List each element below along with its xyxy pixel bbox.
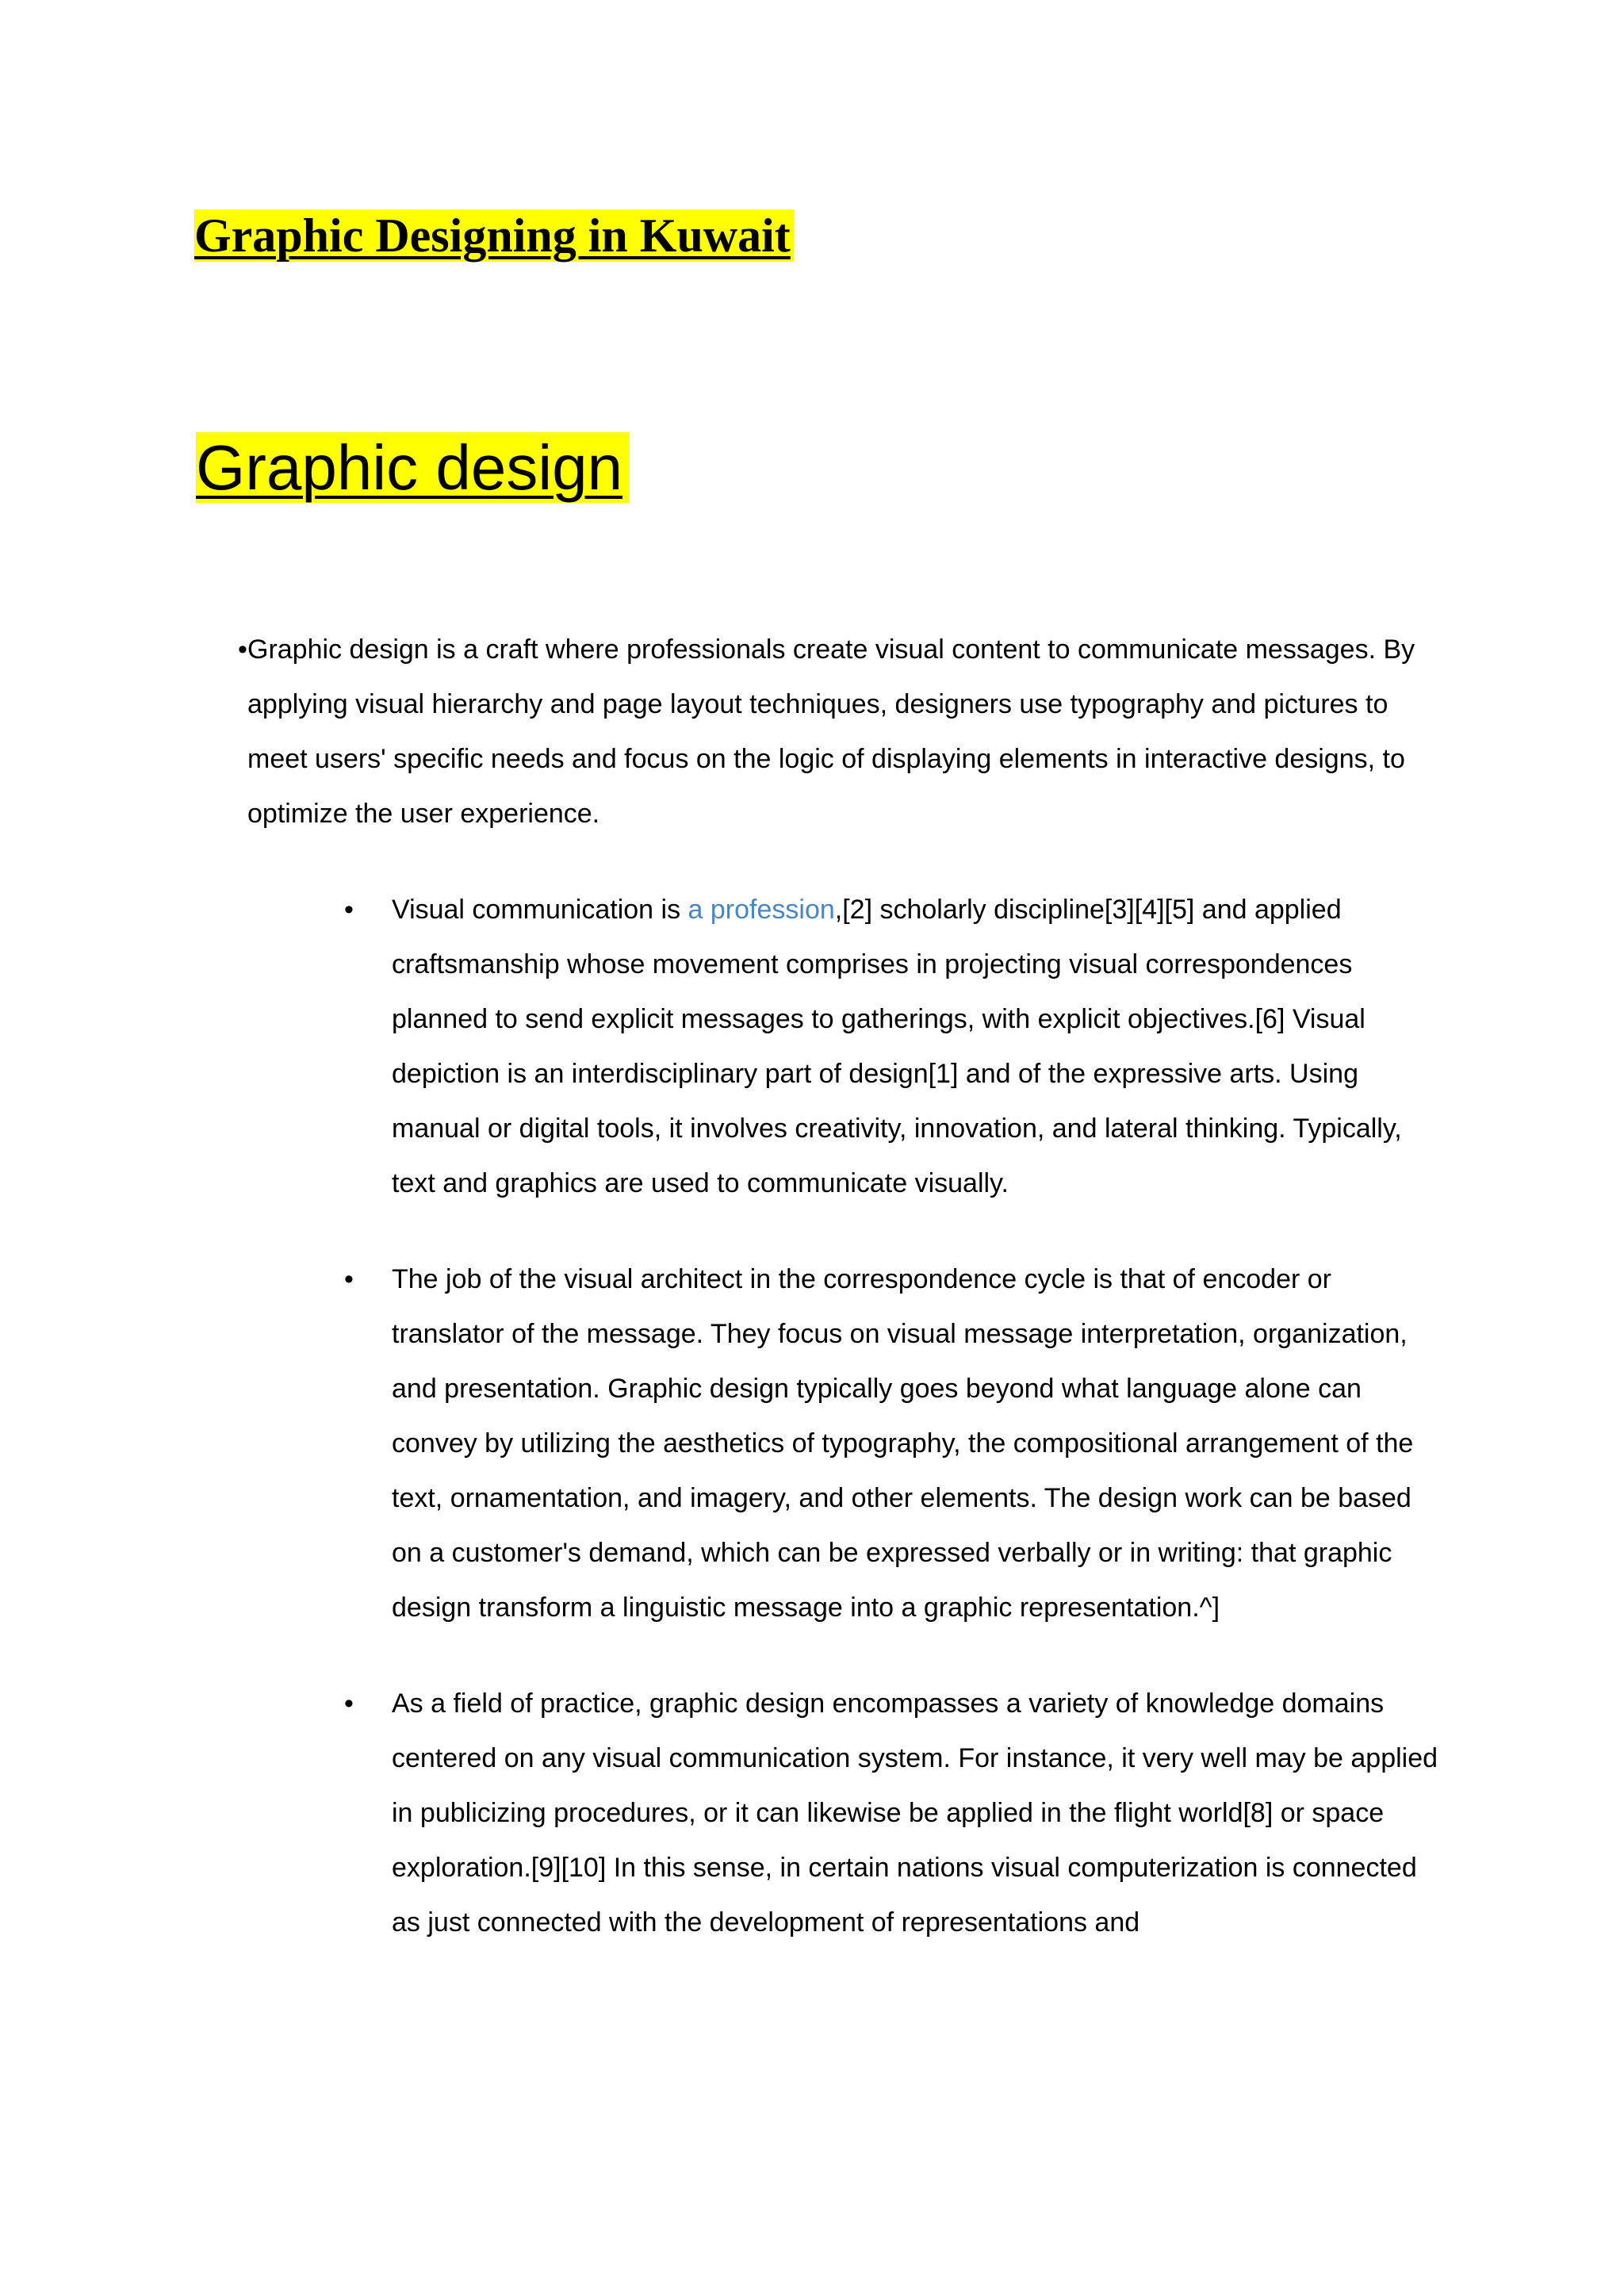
list-item-text: As a field of practice, graphic design encompasses a variety of knowledge domains centered on any visual communication system. For instance, it very well may be applied in publicizing procedures, or it can likewise be applied in the flight world[8] or space exploration.[9][10] In this sense, in certain nations visual computerization is connected as just connected with the development of representations and (392, 1688, 1438, 1938)
list-item (344, 1677, 1438, 1950)
profession-link[interactable]: a profession (688, 895, 835, 925)
bullet-list (344, 883, 1438, 1991)
intro-paragraph (238, 623, 1437, 841)
list-item-text: Visual communication is (392, 895, 688, 925)
document-title-text: Graphic Designing in Kuwait (194, 209, 794, 262)
list-item-text: The job of the visual architect in the correspondence cycle is that of encoder or translator of the message. They focus on visual message interpretation, organization, and presentation. Graphic design typically goes beyond what language alone can convey by utilizing the aesthetics of typography, the compositional arrangement of the text, ornamentation, and imagery, and other elements. The design work can be based on a customer's demand, which can be expressed verbally or in writing: that graphic design transform a linguistic message into a graphic representation.^] (392, 1264, 1414, 1623)
list-item (344, 1252, 1438, 1635)
intro-bullet: • (238, 634, 247, 665)
bullet-marker: • (344, 1264, 354, 1294)
list-item (344, 883, 1438, 1211)
bullet-marker: • (344, 1688, 354, 1719)
intro-text: Graphic design is a craft where professionals create visual content to communicate messages. By applying visual hierarchy and page layout techniques, designers use typography and pictures to meet users' specific needs and focus on the logic of displaying elements in interactive designs, to optimize the user experience. (247, 634, 1415, 829)
document-title (194, 208, 794, 263)
list-item-text: ,[2] scholarly discipline[3][4][5] and applied craftsmanship whose movement comprises in projecting visual correspondences planned to send explicit messages to gatherings, with explicit objectives.[6] Visual depiction is an interdisciplinary part of design[1] and of the expressive arts. Using manual or digital tools, it involves creativity, innovation, and lateral thinking. Typically, text and graphics are used to communicate visually. (392, 895, 1402, 1198)
bullet-marker: • (344, 895, 354, 925)
section-heading-text: Graphic design (196, 432, 629, 503)
section-heading (196, 428, 629, 508)
